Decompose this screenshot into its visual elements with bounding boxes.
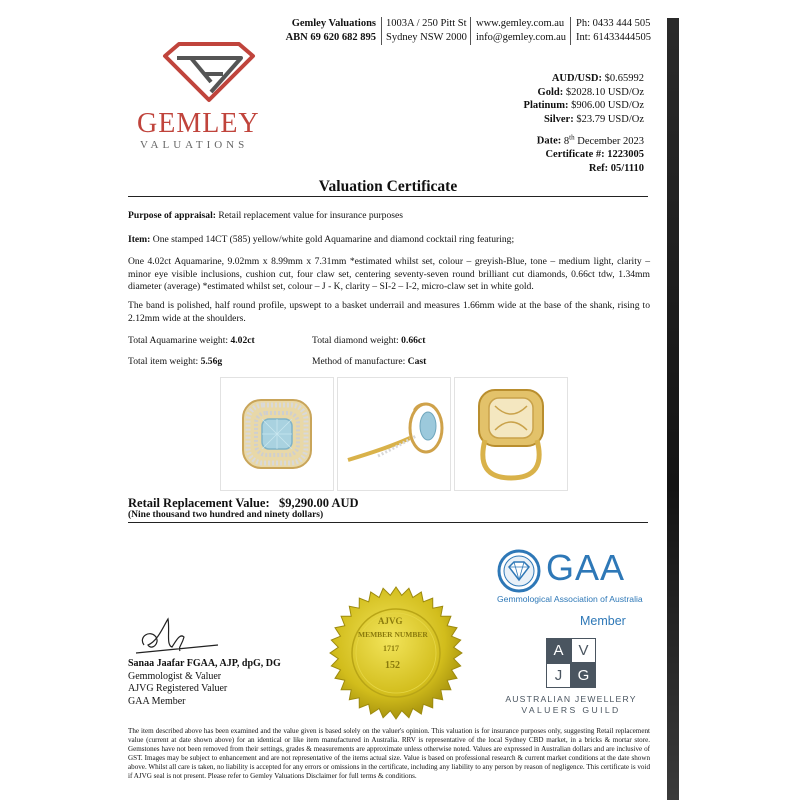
date-label: Date:	[536, 135, 562, 147]
header-divider	[470, 17, 471, 45]
gaa-full-name: Gemmological Association of Australia	[497, 594, 643, 604]
gaa-acronym: GAA	[546, 547, 626, 588]
seal-text-2: MEMBER NUMBER	[358, 630, 428, 639]
retail-value-label: Retail Replacement Value:	[128, 496, 270, 510]
ring-photo-side	[337, 377, 451, 491]
intl-phone-number: Int: 61433444505	[576, 32, 651, 43]
handwritten-signature	[128, 615, 228, 659]
certificate-label: Certificate #:	[545, 149, 605, 160]
website-link[interactable]: www.gemley.com.au	[476, 18, 565, 29]
item-value: One stamped 14CT (585) yellow/white gold Aquamarine and diamond cocktail ring featuring;	[152, 234, 515, 245]
phone-block	[576, 17, 651, 45]
gemley-logo-icon	[155, 38, 265, 108]
item-line	[128, 234, 650, 247]
ajvg-letter-a: A	[546, 638, 571, 663]
company-name: Gemley Valuations	[291, 18, 376, 29]
gold-value: $2028.10 USD/Oz	[565, 86, 644, 98]
spec-aquamarine: Total Aquamarine weight: 4.02ct	[128, 335, 255, 346]
platinum-value: $906.00 USD/Oz	[571, 100, 644, 111]
signatory-role-3: GAA Member	[128, 695, 186, 707]
certificate-number: 1223005	[607, 149, 644, 160]
purpose-value: Retail replacement value for insurance purposes	[218, 210, 403, 221]
address-block	[386, 17, 467, 45]
purpose-label: Purpose of appraisal:	[128, 210, 216, 221]
aud-usd-value: $0.65992	[604, 73, 644, 84]
purpose-line	[128, 210, 650, 223]
ref-label: Ref:	[588, 162, 609, 174]
platinum-label: Platinum:	[523, 100, 569, 111]
logo-subtitle: VALUATIONS	[140, 139, 249, 151]
address-line-1: 1003A / 250 Pitt St	[386, 18, 467, 29]
silver-value: $23.79 USD/Oz	[576, 113, 644, 125]
company-abn: ABN 69 620 682 895	[285, 32, 376, 43]
gold-label: Gold:	[537, 86, 564, 98]
address-line-2: Sydney NSW 2000	[386, 32, 467, 43]
silver-label: Silver:	[543, 113, 574, 125]
ref-value: 05/1110	[610, 162, 644, 174]
ajvg-logo-grid	[546, 638, 596, 688]
description-paragraph-1: One 4.02ct Aquamarine, 9.02mm x 8.99mm x 7.31mm *estimated whilst set, colour – greyish-Blue, tone – medium light, clarity – minor eye visible inclusions, cushion cut, four claw set, centering seventy-seven round brilliant cut diamonds, 0.66ct tdw, 1.34mm diameter (average) *estimated whilst set, colour – J - K, clarity – SI-2 – I-2, micro-claw set in white gold.	[128, 256, 650, 293]
spec-item-weight: Total item weight: 5.56g	[128, 356, 223, 367]
document-title: Valuation Certificate	[318, 178, 458, 195]
logo-wordmark: GEMLEY	[137, 108, 260, 139]
ajvg-letter-v: V	[571, 638, 596, 663]
gaa-emblem-icon	[497, 549, 541, 593]
signatory-role-1: Gemmologist & Valuer	[128, 670, 222, 682]
title-rule	[128, 196, 648, 197]
retail-value	[128, 496, 359, 511]
email-link[interactable]: info@gemley.com.au	[476, 32, 567, 43]
web-block	[476, 17, 566, 45]
seal-text-3: 1717	[383, 644, 399, 653]
ajvg-gold-seal-icon	[328, 585, 464, 721]
seal-text-1: AJVG	[378, 616, 403, 626]
date-value: 8th December 2023	[563, 133, 644, 147]
page-edge-bar	[667, 18, 679, 800]
retail-rule	[128, 522, 648, 523]
phone-number: Ph: 0433 444 505	[576, 18, 651, 29]
signatory-role-2: AJVG Registered Valuer	[128, 683, 228, 694]
ring-photo-underside	[454, 377, 568, 491]
header-divider	[381, 17, 382, 45]
spec-method: Method of manufacture: Cast	[312, 356, 427, 367]
metal-rates	[524, 72, 644, 126]
seal-text-4: 152	[385, 660, 400, 671]
retail-value-amount: $9,290.00 AUD	[279, 496, 359, 510]
signatory-block	[128, 658, 281, 708]
certificate-meta	[537, 131, 644, 175]
item-label: Item:	[128, 234, 151, 245]
ajvg-line-1: AUSTRALIAN JEWELLERY	[505, 694, 637, 704]
ajvg-line-2: VALUERS GUILD	[521, 705, 621, 715]
disclaimer-text: The item described above has been examined and the value given is based solely on the valuer's opinion. This valuation is for insurance purposes only, suggesting Retail replacement value (current at date shown above) for an identical or like item manufactured in Australia. RRV is representative of the local Sydney CBD market, in a bricks & mortar store. Gemstones have not been removed from their settings, grades & measurements are approximate unless otherwise noted. Values are expressed in Australian dollars and are inclusive of GST. Images may be subject to enhancement and are not representative of the items actual size. Value is based on professional research & current market conditions at the date shown above. Whilst all care is taken, no liability is accepted for any errors or omissions in the certificate, including any liability to any person by reason of negligence. This certificate is void if AJVG seal is not present. Please refer to Gemley Valuations Disclaimer for full terms & conditions.	[128, 727, 650, 780]
ring-photo-top	[220, 377, 334, 491]
ajvg-letter-j: J	[546, 663, 571, 688]
aud-usd-label: AUD/USD:	[551, 73, 602, 84]
gaa-member-label: Member	[580, 614, 626, 628]
ajvg-letter-g: G	[571, 663, 596, 688]
spec-diamond: Total diamond weight: 0.66ct	[312, 335, 426, 346]
header-divider	[570, 17, 571, 45]
signatory-name: Sanaa Jaafar FGAA, AJP, dpG, DG	[128, 658, 281, 669]
description-paragraph-2: The band is polished, half round profile, upswept to a basket underrail and measures 1.66mm wide at the base of the shank, rising to 2.12mm wide at the shoulders.	[128, 300, 650, 324]
company-block	[272, 17, 376, 45]
retail-value-words: (Nine thousand two hundred and ninety dollars)	[128, 510, 324, 520]
